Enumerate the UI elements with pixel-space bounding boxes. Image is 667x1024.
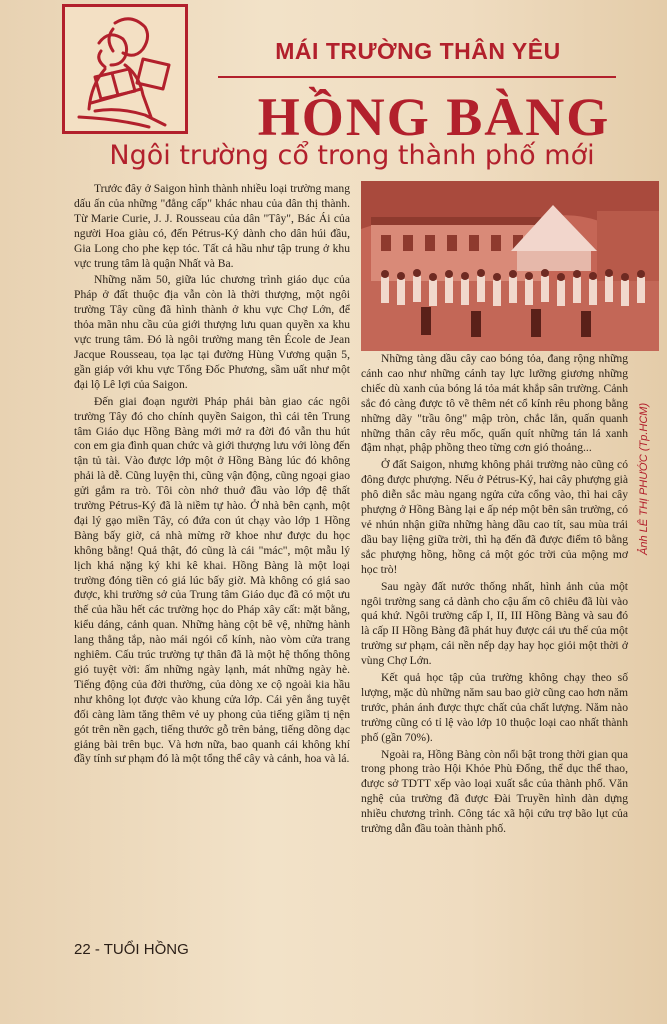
article-column-right xyxy=(361,352,628,837)
paragraph: Ngoài ra, Hồng Bàng còn nổi bật trong thời gian qua trong phong trào Hội Khỏe Phù Đổng, thể dục thể thao, được sở TDTT xếp vào loại xuất sắc của thành phố. Văn nghệ của trường đã được Đài Truyền hình dàn dựng nhiều chương trình. Công tác xã hội cứu trợ bão lụt của trường dẫn đầu toàn thành phố. xyxy=(361,747,628,836)
paragraph: Sau ngày đất nước thống nhất, hình ảnh của một ngôi trường sang cả dành cho cậu ấm cô chiêu đã lùi vào quá khứ. Ngôi trường cấp I, II, III Hồng Bàng và sau đó là cấp II Hồng Bàng đã phát huy được cái ưu thế của một trường sư phạm, cái nền nếp dạy hay học giỏi một thời ở vùng Chợ Lớn. xyxy=(361,579,628,668)
page-footer: 22 - TUỔI HỒNG xyxy=(74,941,189,958)
article-column-left xyxy=(74,182,350,767)
paragraph: Ở đất Saigon, nhưng không phải trường nào cũng có đông được phượng. Nếu ở Pétrus-Ký, hai cây phượng già phô diễn sắc màu ngang ngửa cửa cổng vào, thì hai cây phượng ở Hồng Bàng lại e ấp nép một bên sân trường, có vẻ nhún nhận giữa những hàng dầu cao tít, sau mùa trái dầu bay liệng giữa trời, thì hạ đến đã được điểm tô bằng sắc phượng hồng, hồng cả một góc trời của mộng mơ học trò! xyxy=(361,458,628,576)
paragraph: Kết quả học tập của trường không chạy theo số lượng, mặc dù những năm sau bao giờ cũng cao hơn năm trước, phản ánh được thực chất của chất lượng. Năm nào trường cũng có tỉ lệ vào lớp 10 thuộc loại cao nhất thành phố (gần 70%). xyxy=(361,671,628,744)
paragraph: Đến giai đoạn người Pháp phải bàn giao các ngôi trường Tây đó cho chính quyền Saigon, thì cái tên Trung tâm Giáo dục Hồng Bàng mới mở ra đời đó vẫn thu hút con em gia đình quan chức và giới thượng lưu với lòng đến tận tủ tài. Vào được lớp một ở Hồng Bàng lúc đó không phải là dễ. Cũng luyện thi, cũng vận động, cũng ngoại giao gửi gắm ra trò. Tôi còn nhớ thuở đầu vào lớp đệ thất trường Pétrus-Ký đã là niềm tự hào. Ở nhà bên cạnh, một đại lý gạo miền Tây, có đứa con út chạy vào lớp 1 Hồng Bàng bấy giờ, cả nhà mừng rỡ khoe như được du học không bằng! Quả thật, đó cũng là cái "mác", một mẫu lý lịch khá nặng ký khi kê khai. Hồng Bàng là một loại trường đóng tiền có giá lúc bấy giờ. Mà không có giá sao được, khi trường sở của Trung tâm Giáo dục đã có một ưu thế của hầu hết các trường học do Pháp xây cất: mặt bằng, kiểu dáng, cảnh quan. Những hàng cột bê vệ, những hành lang thẳng tắp, nào mái ngói cổ kính, nào vòm cửa trang nghiêm. Cấu trúc trường tự thân đã là một hệ thống thông gió tuyệt vời: ấm những ngày lạnh, mát những ngày hè. Tiếng động của đời thường, của dòng xe cộ ngoài kia hầu như không lọt được vào khung cửa lớp. Cái yên ắng tuyệt đối càng làm tăng thêm vẻ uy phong của tiếng giầm tị nện gót trên nền gạch, tiếng thước gỗ trên bảng, tiếng dõng dạc giảng bài trên bục. Và hơn nữa, bao quanh cái không khí đầy tính sư phạm đó là một tổng thể cây và cảnh, hoa và lá. xyxy=(74,394,350,766)
paragraph: Trước đây ở Saigon hình thành nhiều loại trường mang dấu ấn của những "đẳng cấp" khác nhau của dân thị thành. Từ Marie Curie, J. J. Rousseau của dân "Tây", Bác Ái của người Hoa giàu có, đến Pétrus-Ký dành cho dân húi đầu, Gia Long cho phe kẹp tóc. Tất cả hầu như tập trung ở khu vực trung tâm là quận Nhất và Ba. xyxy=(74,182,350,270)
section-title: MÁI TRƯỜNG THÂN YÊU xyxy=(275,38,561,64)
main-title: HỒNG BÀNG xyxy=(257,87,611,147)
reading-figures-logo-icon xyxy=(62,4,188,134)
school-yard-photo xyxy=(361,181,659,351)
photo-credit: Ảnh LÊ THỊ PHƯỚC (Tp.HCM) xyxy=(638,402,650,555)
paragraph: Những năm 50, giữa lúc chương trình giáo dục của Pháp ở đất thuộc địa vẫn còn là thời thượng, một ngôi trường Tây cũng đã hình thành ở khu vực Chợ Lớn, để thỏa mãn nhu cầu của giới thượng lưu quan quyền xa khu vực trung tâm. Đó là ngôi trường mang tên École de Jean Jacque Rousseau, tọa lạc tại đường Hùng Vương quận 5, gần giáp với khu vực Tổng Đốc Phương, sầm uất như một đại lộ Lê lợi của Saigon. xyxy=(74,273,350,391)
article-subtitle: Ngôi trường cổ trong thành phố mới xyxy=(109,140,595,171)
title-divider xyxy=(218,76,616,78)
paragraph: Những tàng dầu cây cao bóng tỏa, đang rộng những cánh cao như những cánh tay lực lưỡng giương những chiếc dù xanh của bóng lá tỏa mát khắp sân trường. Cảnh sắc đó càng được tô vẽ thêm nét cổ kính rêu phong bằng những dãy "trầu ông" mập tròn, chắc lẳn, quấn quanh những thân cây rêu mốc, quấn quít những tán lá xanh đậm nhạt, phập phồng theo từng cơn gió thoảng... xyxy=(361,352,628,455)
